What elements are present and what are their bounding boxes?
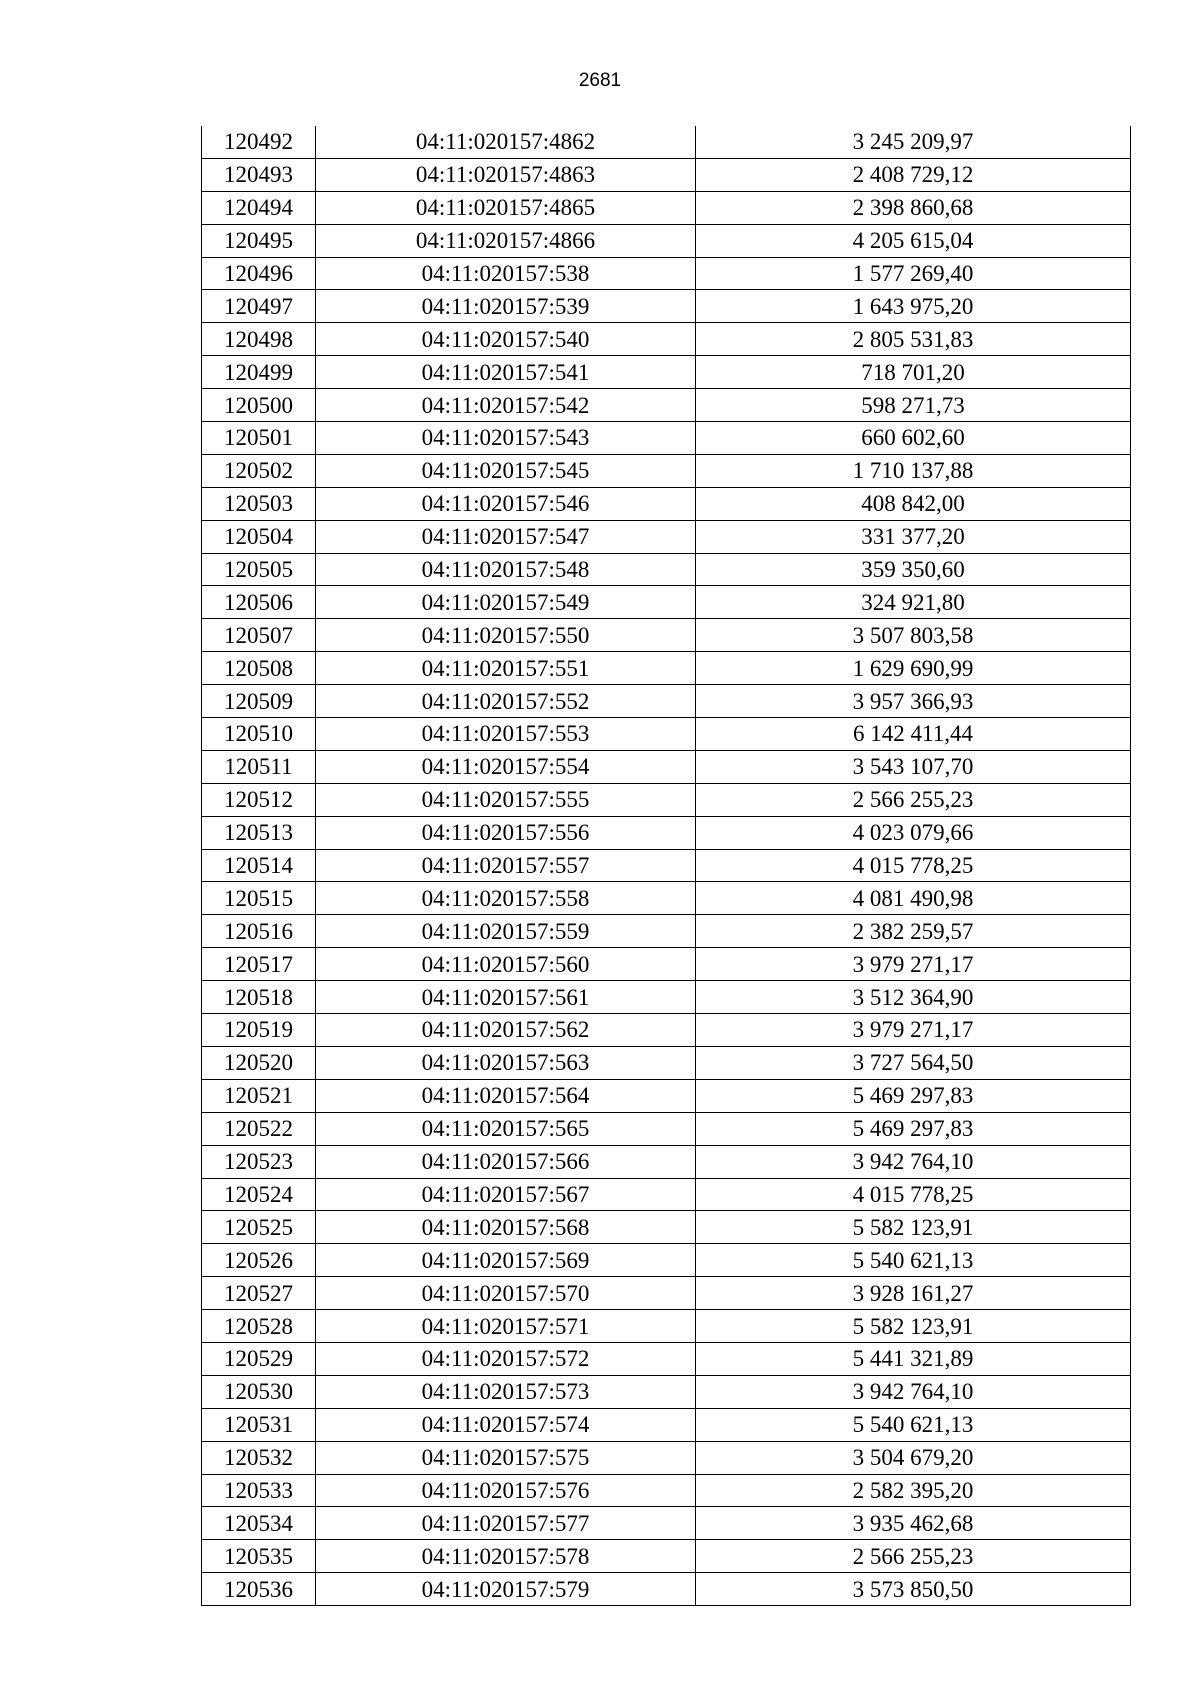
- row-number-cell: 120508: [202, 652, 316, 685]
- table-row: [202, 224, 1131, 257]
- table-row: [202, 487, 1131, 520]
- cadastral-value-cell: 4 015 778,25: [696, 849, 1131, 882]
- cadastral-value-cell: 3 543 107,70: [696, 750, 1131, 783]
- table-row: [202, 1342, 1131, 1375]
- table-row: [202, 1310, 1131, 1343]
- row-number-cell: 120509: [202, 685, 316, 718]
- cadastral-number-cell: 04:11:020157:547: [316, 520, 696, 553]
- cadastral-value-cell: 5 540 621,13: [696, 1244, 1131, 1277]
- cadastral-number-cell: 04:11:020157:571: [316, 1310, 696, 1343]
- cadastral-value-cell: 3 979 271,17: [696, 1014, 1131, 1047]
- cadastral-value-cell: 5 540 621,13: [696, 1408, 1131, 1441]
- cadastral-number-cell: 04:11:020157:561: [316, 981, 696, 1014]
- row-number-cell: 120517: [202, 948, 316, 981]
- cadastral-number-cell: 04:11:020157:557: [316, 849, 696, 882]
- table-row: [202, 1079, 1131, 1112]
- cadastral-number-cell: 04:11:020157:568: [316, 1211, 696, 1244]
- cadastral-number-cell: 04:11:020157:539: [316, 290, 696, 323]
- cadastral-number-cell: 04:11:020157:558: [316, 882, 696, 915]
- row-number-cell: 120535: [202, 1540, 316, 1573]
- table-row: [202, 356, 1131, 389]
- cadastral-value-cell: 3 928 161,27: [696, 1277, 1131, 1310]
- cadastral-number-cell: 04:11:020157:566: [316, 1145, 696, 1178]
- table-row: [202, 882, 1131, 915]
- table-row: [202, 422, 1131, 455]
- cadastral-value-cell: 3 573 850,50: [696, 1573, 1131, 1606]
- cadastral-number-cell: 04:11:020157:4866: [316, 224, 696, 257]
- table-row: [202, 652, 1131, 685]
- cadastral-value-cell: 3 957 366,93: [696, 685, 1131, 718]
- cadastral-number-cell: 04:11:020157:555: [316, 783, 696, 816]
- row-number-cell: 120527: [202, 1277, 316, 1310]
- cadastral-number-cell: 04:11:020157:567: [316, 1178, 696, 1211]
- cadastral-value-cell: 2 582 395,20: [696, 1474, 1131, 1507]
- cadastral-number-cell: 04:11:020157:579: [316, 1573, 696, 1606]
- cadastral-value-cell: 3 512 364,90: [696, 981, 1131, 1014]
- cadastral-value-cell: 5 441 321,89: [696, 1342, 1131, 1375]
- cadastral-number-cell: 04:11:020157:570: [316, 1277, 696, 1310]
- table-row: [202, 1408, 1131, 1441]
- cadastral-value-cell: 331 377,20: [696, 520, 1131, 553]
- cadastral-number-cell: 04:11:020157:548: [316, 553, 696, 586]
- row-number-cell: 120498: [202, 323, 316, 356]
- row-number-cell: 120505: [202, 553, 316, 586]
- cadastral-number-cell: 04:11:020157:563: [316, 1046, 696, 1079]
- table-body: [202, 126, 1131, 1606]
- cadastral-value-cell: 1 577 269,40: [696, 257, 1131, 290]
- cadastral-number-cell: 04:11:020157:575: [316, 1441, 696, 1474]
- row-number-cell: 120512: [202, 783, 316, 816]
- table-row: [202, 783, 1131, 816]
- cadastral-value-cell: 2 398 860,68: [696, 191, 1131, 224]
- cadastral-number-cell: 04:11:020157:545: [316, 454, 696, 487]
- table-row: [202, 1244, 1131, 1277]
- cadastral-value-cell: 2 566 255,23: [696, 1540, 1131, 1573]
- cadastral-number-cell: 04:11:020157:542: [316, 389, 696, 422]
- row-number-cell: 120504: [202, 520, 316, 553]
- cadastral-value-cell: 3 942 764,10: [696, 1145, 1131, 1178]
- table-row: [202, 1441, 1131, 1474]
- cadastral-number-cell: 04:11:020157:562: [316, 1014, 696, 1047]
- cadastral-value-cell: 6 142 411,44: [696, 718, 1131, 751]
- cadastral-number-cell: 04:11:020157:577: [316, 1507, 696, 1540]
- cadastral-value-cell: 2 805 531,83: [696, 323, 1131, 356]
- row-number-cell: 120510: [202, 718, 316, 751]
- table-row: [202, 1277, 1131, 1310]
- row-number-cell: 120528: [202, 1310, 316, 1343]
- row-number-cell: 120503: [202, 487, 316, 520]
- row-number-cell: 120516: [202, 915, 316, 948]
- cadastral-number-cell: 04:11:020157:550: [316, 619, 696, 652]
- row-number-cell: 120520: [202, 1046, 316, 1079]
- table-row: [202, 619, 1131, 652]
- row-number-cell: 120496: [202, 257, 316, 290]
- cadastral-number-cell: 04:11:020157:573: [316, 1375, 696, 1408]
- cadastral-number-cell: 04:11:020157:564: [316, 1079, 696, 1112]
- cadastral-value-cell: 3 942 764,10: [696, 1375, 1131, 1408]
- cadastral-number-cell: 04:11:020157:572: [316, 1342, 696, 1375]
- row-number-cell: 120522: [202, 1112, 316, 1145]
- table-row: [202, 1178, 1131, 1211]
- row-number-cell: 120518: [202, 981, 316, 1014]
- cadastral-number-cell: 04:11:020157:543: [316, 422, 696, 455]
- cadastral-value-cell: 1 643 975,20: [696, 290, 1131, 323]
- cadastral-value-cell: 3 245 209,97: [696, 126, 1131, 158]
- table-row: [202, 1112, 1131, 1145]
- cadastral-value-cell: 4 023 079,66: [696, 816, 1131, 849]
- row-number-cell: 120530: [202, 1375, 316, 1408]
- table-row: [202, 553, 1131, 586]
- table-row: [202, 1375, 1131, 1408]
- row-number-cell: 120501: [202, 422, 316, 455]
- table-row: [202, 454, 1131, 487]
- cadastral-value-table: [201, 126, 1131, 1606]
- cadastral-number-cell: 04:11:020157:578: [316, 1540, 696, 1573]
- row-number-cell: 120521: [202, 1079, 316, 1112]
- cadastral-number-cell: 04:11:020157:559: [316, 915, 696, 948]
- table-row: [202, 126, 1131, 158]
- cadastral-number-cell: 04:11:020157:552: [316, 685, 696, 718]
- row-number-cell: 120529: [202, 1342, 316, 1375]
- table-row: [202, 520, 1131, 553]
- cadastral-value-cell: 2 566 255,23: [696, 783, 1131, 816]
- cadastral-number-cell: 04:11:020157:4865: [316, 191, 696, 224]
- table-row: [202, 389, 1131, 422]
- cadastral-number-cell: 04:11:020157:553: [316, 718, 696, 751]
- row-number-cell: 120493: [202, 158, 316, 191]
- page-number: 2681: [578, 70, 622, 91]
- row-number-cell: 120514: [202, 849, 316, 882]
- cadastral-value-cell: 4 205 615,04: [696, 224, 1131, 257]
- cadastral-value-cell: 3 507 803,58: [696, 619, 1131, 652]
- row-number-cell: 120525: [202, 1211, 316, 1244]
- cadastral-value-cell: 660 602,60: [696, 422, 1131, 455]
- cadastral-value-cell: 1 710 137,88: [696, 454, 1131, 487]
- row-number-cell: 120500: [202, 389, 316, 422]
- table-row: [202, 1014, 1131, 1047]
- cadastral-number-cell: 04:11:020157:549: [316, 586, 696, 619]
- cadastral-value-cell: 5 469 297,83: [696, 1079, 1131, 1112]
- cadastral-value-cell: 2 382 259,57: [696, 915, 1131, 948]
- table-row: [202, 849, 1131, 882]
- row-number-cell: 120497: [202, 290, 316, 323]
- row-number-cell: 120502: [202, 454, 316, 487]
- row-number-cell: 120506: [202, 586, 316, 619]
- table-row: [202, 158, 1131, 191]
- cadastral-value-cell: 5 582 123,91: [696, 1310, 1131, 1343]
- cadastral-value-cell: 3 979 271,17: [696, 948, 1131, 981]
- table-row: [202, 750, 1131, 783]
- row-number-cell: 120536: [202, 1573, 316, 1606]
- cadastral-number-cell: 04:11:020157:4862: [316, 126, 696, 158]
- row-number-cell: 120511: [202, 750, 316, 783]
- cadastral-number-cell: 04:11:020157:540: [316, 323, 696, 356]
- cadastral-number-cell: 04:11:020157:546: [316, 487, 696, 520]
- table-row: [202, 915, 1131, 948]
- cadastral-number-cell: 04:11:020157:538: [316, 257, 696, 290]
- table-row: [202, 191, 1131, 224]
- cadastral-number-cell: 04:11:020157:551: [316, 652, 696, 685]
- cadastral-number-cell: 04:11:020157:541: [316, 356, 696, 389]
- row-number-cell: 120523: [202, 1145, 316, 1178]
- cadastral-number-cell: 04:11:020157:4863: [316, 158, 696, 191]
- cadastral-value-cell: 718 701,20: [696, 356, 1131, 389]
- row-number-cell: 120492: [202, 126, 316, 158]
- table-row: [202, 257, 1131, 290]
- cadastral-value-cell: 4 015 778,25: [696, 1178, 1131, 1211]
- row-number-cell: 120531: [202, 1408, 316, 1441]
- row-number-cell: 120534: [202, 1507, 316, 1540]
- cadastral-value-cell: 2 408 729,12: [696, 158, 1131, 191]
- cadastral-number-cell: 04:11:020157:565: [316, 1112, 696, 1145]
- row-number-cell: 120499: [202, 356, 316, 389]
- cadastral-value-cell: 1 629 690,99: [696, 652, 1131, 685]
- cadastral-number-cell: 04:11:020157:560: [316, 948, 696, 981]
- table-row: [202, 718, 1131, 751]
- row-number-cell: 120519: [202, 1014, 316, 1047]
- table-row: [202, 1145, 1131, 1178]
- row-number-cell: 120513: [202, 816, 316, 849]
- table-row: [202, 1211, 1131, 1244]
- cadastral-number-cell: 04:11:020157:569: [316, 1244, 696, 1277]
- table-row: [202, 1540, 1131, 1573]
- table-row: [202, 981, 1131, 1014]
- row-number-cell: 120495: [202, 224, 316, 257]
- cadastral-value-cell: 3 504 679,20: [696, 1441, 1131, 1474]
- table-row: [202, 1573, 1131, 1606]
- cadastral-value-cell: 5 469 297,83: [696, 1112, 1131, 1145]
- cadastral-value-cell: 5 582 123,91: [696, 1211, 1131, 1244]
- table-row: [202, 685, 1131, 718]
- cadastral-number-cell: 04:11:020157:554: [316, 750, 696, 783]
- row-number-cell: 120526: [202, 1244, 316, 1277]
- cadastral-value-cell: 359 350,60: [696, 553, 1131, 586]
- table-row: [202, 1507, 1131, 1540]
- cadastral-value-cell: 324 921,80: [696, 586, 1131, 619]
- cadastral-number-cell: 04:11:020157:556: [316, 816, 696, 849]
- table-row: [202, 323, 1131, 356]
- table-row: [202, 816, 1131, 849]
- cadastral-value-cell: 3 727 564,50: [696, 1046, 1131, 1079]
- table-row: [202, 1474, 1131, 1507]
- table-row: [202, 290, 1131, 323]
- cadastral-number-cell: 04:11:020157:574: [316, 1408, 696, 1441]
- cadastral-value-cell: 598 271,73: [696, 389, 1131, 422]
- row-number-cell: 120533: [202, 1474, 316, 1507]
- row-number-cell: 120532: [202, 1441, 316, 1474]
- table-row: [202, 1046, 1131, 1079]
- table-row: [202, 586, 1131, 619]
- row-number-cell: 120515: [202, 882, 316, 915]
- cadastral-value-cell: 408 842,00: [696, 487, 1131, 520]
- cadastral-value-cell: 3 935 462,68: [696, 1507, 1131, 1540]
- cadastral-value-cell: 4 081 490,98: [696, 882, 1131, 915]
- cadastral-number-cell: 04:11:020157:576: [316, 1474, 696, 1507]
- row-number-cell: 120507: [202, 619, 316, 652]
- table-row: [202, 948, 1131, 981]
- row-number-cell: 120494: [202, 191, 316, 224]
- row-number-cell: 120524: [202, 1178, 316, 1211]
